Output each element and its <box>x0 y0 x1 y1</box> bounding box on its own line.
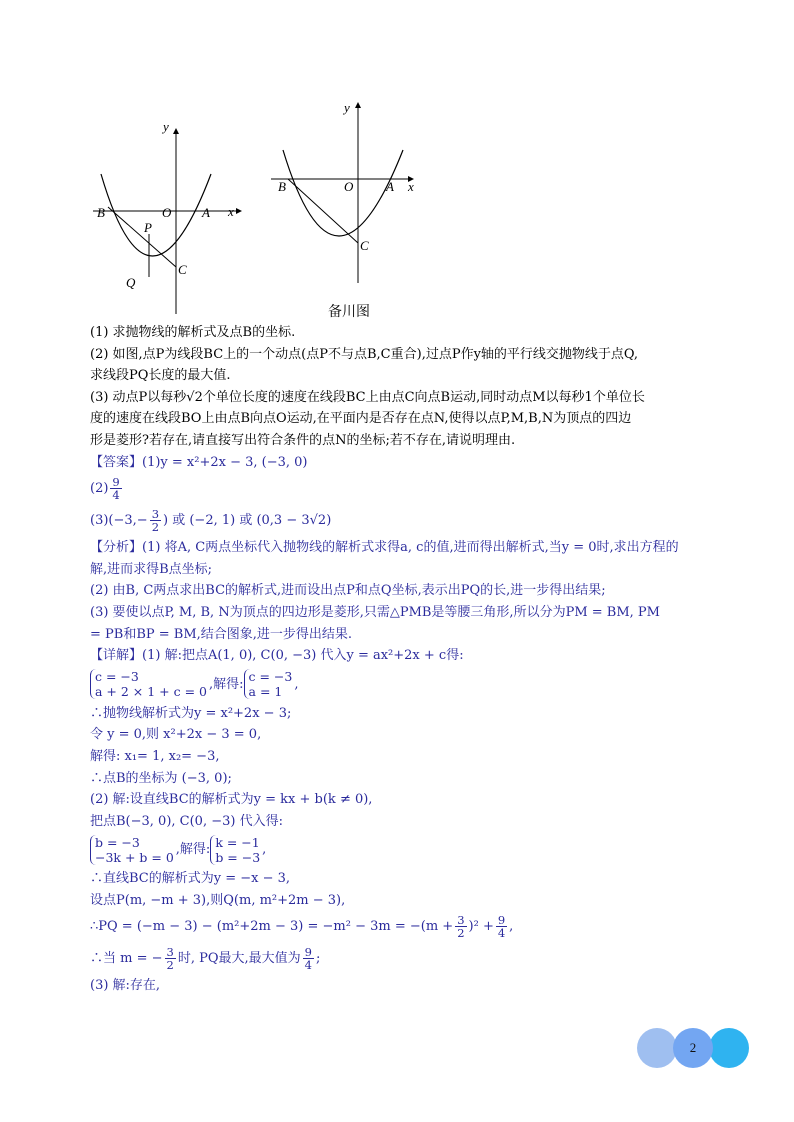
detail-line-10: ∴PQ = (−m − 3) − (m²+2m − 3) = −m² − 3m = −(m + $\frac{3}{2}$ )² + $\frac{9}{4}$ , <box>90 913 514 941</box>
question-3-line-1: (3) 动点P以每秒√2个单位长度的速度在线段BC上由点C向点B运动,同时动点M以每秒1个单位长 <box>90 389 645 405</box>
detail-line-7: 把点B(−3, 0), C(0, −3) 代入得: <box>90 813 283 829</box>
detail-label: 【详解】 <box>90 648 143 664</box>
page-number: 2 <box>689 1040 697 1055</box>
question-1: (1) 求抛物线的解析式及点B的坐标. <box>90 325 296 340</box>
badge-circle-dark <box>709 1028 749 1068</box>
detail-line-3: 令 y = 0,则 x²+2x − 3 = 0, <box>90 727 262 743</box>
figure-left <box>88 122 248 322</box>
brace-system: k = −1 b = −3 <box>210 835 260 865</box>
point-a-label: A <box>386 179 394 194</box>
figure-right <box>266 98 426 298</box>
sqrt-two: √2 <box>186 389 203 405</box>
analysis-line-4: (3) 要使以点P, M, B, N为顶点的四边形是菱形,只需△PMB是等腰三角形,所以分为PM = BM, PM <box>90 604 660 620</box>
origin-label: O <box>344 179 354 194</box>
question-2-line-1: (2) 如图,点P为线段BC上的一个动点(点P不与点B,C重合),过点P作y轴的平行线交抛物线于点Q, <box>90 346 639 362</box>
point-p-label: P <box>144 220 152 235</box>
analysis-line-1: 【分析】(1) 将A, C两点坐标代入抛物线的解析式求得a, c的值,进而得出解析式,当y = 0时,求出方程的 <box>90 540 679 556</box>
analysis-label: 【分析】 <box>90 540 143 556</box>
question-3-line-2: 度的速度在线段BO上由点B向点O运动,在平面内是否存在点N,使得以点P,M,B,N为顶点的四边 <box>90 411 632 427</box>
detail-line-8: ∴直线BC的解析式为y = −x − 3, <box>90 871 291 887</box>
detail-line-11: ∴当 m = − $\frac{3}{2}$ 时, PQ最大,最大值为 $\frac{9}{4}$ ; <box>90 945 321 973</box>
analysis-line-3: (2) 由B, C两点求出BC的解析式,进而设出点P和点Q坐标,表示出PQ的长,进一步得出结果; <box>90 583 606 599</box>
answer-label: 【答案】 <box>90 454 143 470</box>
fraction: $\frac{3}{2}$ <box>151 507 160 535</box>
point-c-label: C <box>178 262 187 277</box>
equation-system-1: c = −3 a + 2 × 1 + c = 0 ,解得: c = −3 a = 1 , <box>90 667 710 703</box>
fraction: $\frac{9}{4}$ <box>497 913 506 941</box>
x-axis-label: x <box>228 204 234 219</box>
origin-label: O <box>162 205 172 220</box>
figure-caption: 备川图 <box>328 304 370 320</box>
point-b-label: B <box>97 205 105 220</box>
fraction: $\frac{3}{2}$ <box>457 913 465 941</box>
question-3-line-3: 形是菱形?若存在,请直接写出符合条件的点N的坐标;若不存在,请说明理由. <box>90 432 516 448</box>
fraction: $\frac{3}{2}$ <box>166 945 174 973</box>
brace-system: c = −3 a = 1 <box>244 669 293 699</box>
detail-line-12: (3) 解:存在, <box>90 978 161 994</box>
detail-line-9: 设点P(m, −m + 3),则Q(m, m²+2m − 3), <box>90 892 346 908</box>
analysis-line-5: = PB和BP = BM,结合图象,进一步得出结果. <box>90 626 353 642</box>
fraction: $\frac{9}{4}$ <box>304 945 312 973</box>
point-c-label: C <box>360 238 369 253</box>
analysis-line-2: 解,进而求得B点坐标; <box>90 561 213 577</box>
detail-line-1: 【详解】(1) 解:把点A(1, 0), C(0, −3) 代入y = ax²+2x + c得: <box>90 648 464 664</box>
answer-line-3: (3)(−3,− $\frac{3}{2}$ ) 或 (−2, 1) 或 (0,3 − 3√2) <box>90 507 332 535</box>
detail-line-2: ∴抛物线解析式为y = x²+2x − 3; <box>90 705 292 721</box>
point-b-label: B <box>278 179 286 194</box>
page-number-badge <box>637 1028 751 1068</box>
detail-line-6: (2) 解:设直线BC的解析式为y = kx + b(k ≠ 0), <box>90 792 373 808</box>
answer-line-1: 【答案】(1)y = x²+2x − 3, (−3, 0) <box>90 454 308 470</box>
y-axis-label: y <box>163 122 169 134</box>
answer-line-2: (2) $\frac{9}{4}$ <box>90 475 120 503</box>
equation-system-2: b = −3 −3k + b = 0 ,解得: k = −1 b = −3 , <box>90 832 710 868</box>
detail-line-5: ∴点B的坐标为 (−3, 0); <box>90 770 232 786</box>
x-axis-label: x <box>408 179 414 194</box>
badge-circle-light <box>637 1028 677 1068</box>
question-2-line-2: 求线段PQ长度的最大值. <box>90 368 231 384</box>
brace-system: b = −3 −3k + b = 0 <box>90 835 174 865</box>
detail-line-4: 解得: x₁= 1, x₂= −3, <box>90 748 220 764</box>
y-axis-label: y <box>344 100 350 115</box>
main-content <box>90 322 710 997</box>
fraction: $\frac{9}{4}$ <box>112 475 120 503</box>
point-q-label: Q <box>126 275 136 290</box>
point-a-label: A <box>202 205 210 220</box>
brace-system: c = −3 a + 2 × 1 + c = 0 <box>90 669 207 699</box>
